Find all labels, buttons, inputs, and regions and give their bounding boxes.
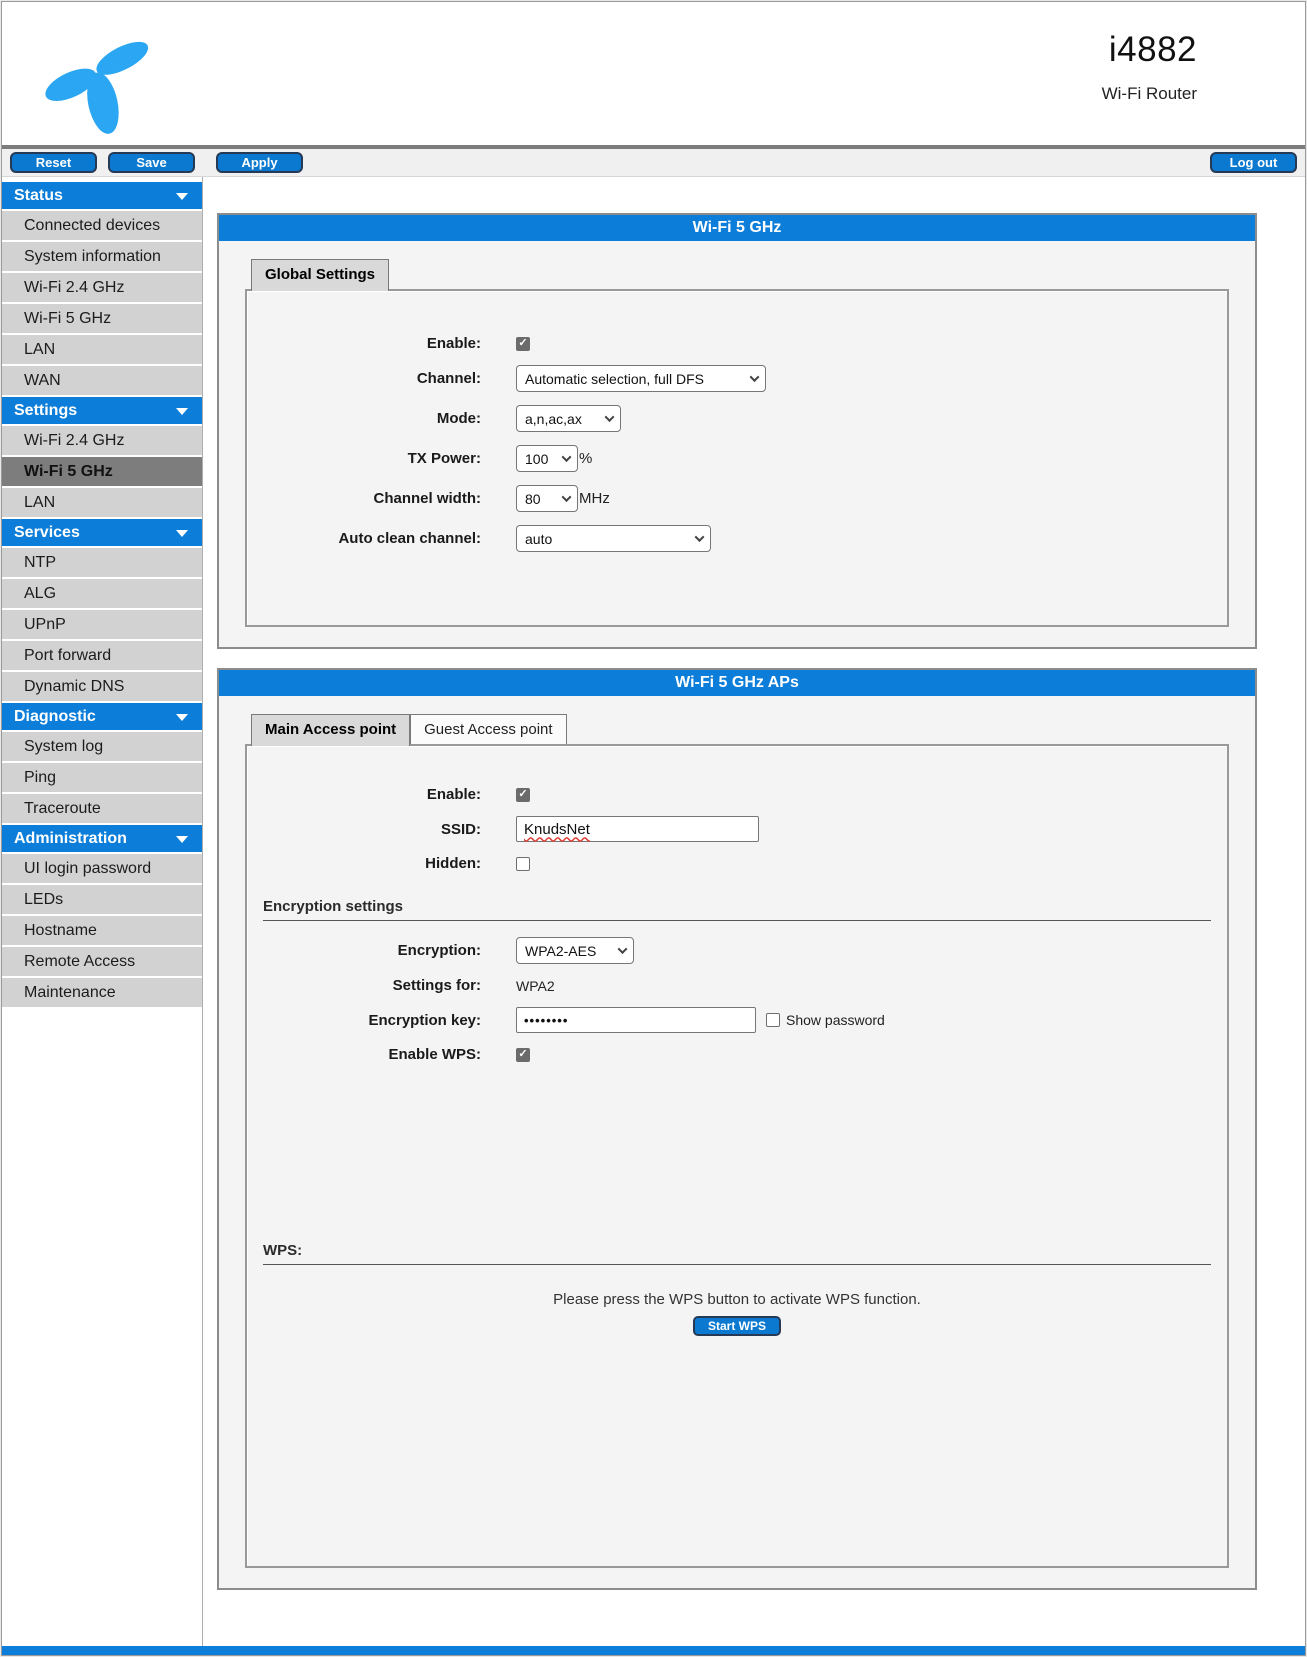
form-row-mode (263, 405, 1211, 432)
main-access-point-form (245, 744, 1229, 1568)
panel-wifi5-aps (217, 668, 1257, 1590)
wps-heading: WPS: (263, 1242, 303, 1259)
enable-wps-label: Enable WPS: (388, 1046, 481, 1063)
chevron-down-icon (176, 530, 188, 537)
sidebar-item-remote-access[interactable]: Remote Access (2, 947, 202, 976)
content-row (2, 177, 1305, 1646)
encryption-label: Encryption: (397, 942, 481, 959)
encryption-key-value: •••••••• (524, 1012, 569, 1028)
tx-power-select[interactable] (516, 445, 578, 472)
chevron-down-icon (618, 944, 628, 954)
global-settings-tabs (251, 259, 1229, 289)
sidebar-item-ping[interactable]: Ping (2, 763, 202, 792)
sidebar-section-label: Settings (14, 402, 78, 419)
panel-body (219, 241, 1255, 647)
show-password-control (766, 1012, 885, 1028)
device-model: i4882 (1108, 30, 1197, 69)
header (2, 2, 1305, 145)
sidebar-item-settings-wifi-5[interactable]: Wi-Fi 5 GHz (2, 457, 202, 486)
channel-width-unit: MHz (579, 490, 610, 507)
reset-button[interactable]: Reset (10, 152, 97, 173)
enable-checkbox[interactable] (516, 337, 530, 351)
ap-enable-checkbox[interactable] (516, 788, 530, 802)
sidebar-item-status-wan[interactable]: WAN (2, 366, 202, 395)
main-content (203, 177, 1305, 1646)
encryption-key-label: Encryption key: (368, 1011, 481, 1029)
sidebar-section-label: Status (14, 187, 63, 204)
sidebar (2, 177, 203, 1646)
sidebar-item-status-lan[interactable]: LAN (2, 335, 202, 364)
sidebar-section-label: Diagnostic (14, 708, 96, 725)
sidebar-item-hostname[interactable]: Hostname (2, 916, 202, 945)
sidebar-section-settings[interactable] (2, 397, 202, 424)
form-row-channel (263, 365, 1211, 392)
tab-main-access-point[interactable]: Main Access point (251, 714, 410, 746)
access-point-tabs (251, 714, 1229, 744)
panel-wifi5-global (217, 213, 1257, 649)
tx-power-unit: % (579, 450, 593, 467)
channel-width-label: Channel width: (373, 490, 481, 507)
chevron-down-icon (176, 408, 188, 415)
sidebar-item-traceroute[interactable]: Traceroute (2, 794, 202, 823)
router-admin-page (1, 1, 1306, 1656)
form-row-enable (263, 335, 1211, 352)
sidebar-section-label: Services (14, 524, 80, 541)
tx-power-selected-value: 100 (525, 450, 549, 467)
chevron-down-icon (605, 412, 615, 422)
sidebar-item-system-information[interactable]: System information (2, 242, 202, 271)
enable-wps-checkbox[interactable] (516, 1048, 530, 1062)
ssid-input[interactable] (516, 816, 759, 842)
encryption-key-input[interactable] (516, 1007, 756, 1033)
form-row-ap-enable (263, 786, 1211, 803)
device-brand (1102, 30, 1197, 104)
form-row-encryption-key (263, 1007, 1211, 1033)
channel-selected-value: Automatic selection, full DFS (525, 370, 704, 387)
start-wps-button[interactable]: Start WPS (693, 1316, 781, 1336)
chevron-down-icon (750, 372, 760, 382)
sidebar-item-port-forward[interactable]: Port forward (2, 641, 202, 670)
form-row-tx-power (263, 445, 1211, 472)
ssid-label: SSID: (440, 820, 481, 838)
panel-body (219, 696, 1255, 1588)
sidebar-item-status-wifi-5[interactable]: Wi-Fi 5 GHz (2, 304, 202, 333)
encryption-selected-value: WPA2-AES (525, 942, 597, 959)
form-row-auto-clean (263, 525, 1211, 552)
sidebar-section-administration[interactable] (2, 825, 202, 852)
encryption-settings-heading: Encryption settings (263, 898, 404, 915)
ssid-value: KnudsNet (524, 820, 590, 838)
logout-button[interactable]: Log out (1210, 152, 1297, 173)
tab-global-settings[interactable]: Global Settings (251, 259, 389, 291)
wps-message: Please press the WPS button to activate WPS function. (553, 1291, 921, 1308)
mode-selected-value: a,n,ac,ax (525, 410, 582, 427)
sidebar-item-status-wifi-24[interactable]: Wi-Fi 2.4 GHz (2, 273, 202, 302)
panel-title: Wi-Fi 5 GHz APs (219, 670, 1255, 696)
hidden-checkbox[interactable] (516, 857, 530, 871)
section-divider (263, 920, 1211, 921)
mode-select[interactable] (516, 405, 621, 432)
sidebar-section-services[interactable] (2, 519, 202, 546)
show-password-label: Show password (786, 1012, 885, 1028)
footer-accent-bar (2, 1646, 1305, 1655)
spacer (263, 1076, 1211, 1216)
device-type: Wi-Fi Router (1101, 84, 1197, 103)
mode-label: Mode: (436, 410, 481, 427)
sidebar-item-ntp[interactable]: NTP (2, 548, 202, 577)
form-row-enable-wps (263, 1046, 1211, 1063)
sidebar-item-leds[interactable]: LEDs (2, 885, 202, 914)
settings-for-value: WPA2 (516, 977, 555, 994)
chevron-down-icon (176, 193, 188, 200)
wps-button-row (263, 1316, 1211, 1566)
sidebar-section-label: Administration (14, 830, 127, 847)
chevron-down-icon (176, 714, 188, 721)
sidebar-item-settings-lan[interactable]: LAN (2, 488, 202, 517)
form-row-hidden (263, 855, 1211, 872)
encryption-select[interactable] (516, 937, 634, 964)
toolbar (2, 145, 1305, 177)
chevron-down-icon (562, 492, 572, 502)
form-row-settings-for (263, 977, 1211, 994)
channel-select[interactable] (516, 365, 766, 392)
sidebar-section-diagnostic[interactable] (2, 703, 202, 730)
form-row-ssid (263, 816, 1211, 842)
show-password-checkbox[interactable] (766, 1013, 780, 1027)
sidebar-item-system-log[interactable]: System log (2, 732, 202, 761)
sidebar-item-upnp[interactable]: UPnP (2, 610, 202, 639)
auto-clean-selected-value: auto (525, 530, 553, 547)
chevron-down-icon (695, 532, 705, 542)
form-row-encryption (263, 937, 1211, 964)
section-divider (263, 1264, 1211, 1265)
ap-enable-label: Enable: (426, 786, 481, 803)
chevron-down-icon (176, 836, 188, 843)
panel-title: Wi-Fi 5 GHz (219, 215, 1255, 241)
form-row-channel-width (263, 485, 1211, 512)
sidebar-item-ui-login-password[interactable]: UI login password (2, 854, 202, 883)
sidebar-item-alg[interactable]: ALG (2, 579, 202, 608)
tx-power-label: TX Power: (407, 450, 481, 467)
telenor-logo-icon (40, 24, 150, 136)
tab-guest-access-point[interactable]: Guest Access point (410, 714, 566, 744)
auto-clean-label: Auto clean channel: (338, 530, 481, 547)
save-button[interactable]: Save (108, 152, 195, 173)
channel-width-select[interactable] (516, 485, 578, 512)
apply-button[interactable]: Apply (216, 152, 303, 173)
global-settings-form (245, 289, 1229, 627)
sidebar-item-maintenance[interactable]: Maintenance (2, 978, 202, 1007)
sidebar-item-settings-wifi-24[interactable]: Wi-Fi 2.4 GHz (2, 426, 202, 455)
sidebar-section-status[interactable] (2, 182, 202, 209)
channel-label: Channel: (416, 370, 481, 387)
sidebar-item-dynamic-dns[interactable]: Dynamic DNS (2, 672, 202, 701)
sidebar-item-connected-devices[interactable]: Connected devices (2, 211, 202, 240)
auto-clean-select[interactable] (516, 525, 711, 552)
settings-for-label: Settings for: (392, 977, 481, 994)
chevron-down-icon (562, 452, 572, 462)
hidden-label: Hidden: (425, 855, 481, 872)
enable-label: Enable: (426, 335, 481, 352)
channel-width-selected-value: 80 (525, 490, 541, 507)
